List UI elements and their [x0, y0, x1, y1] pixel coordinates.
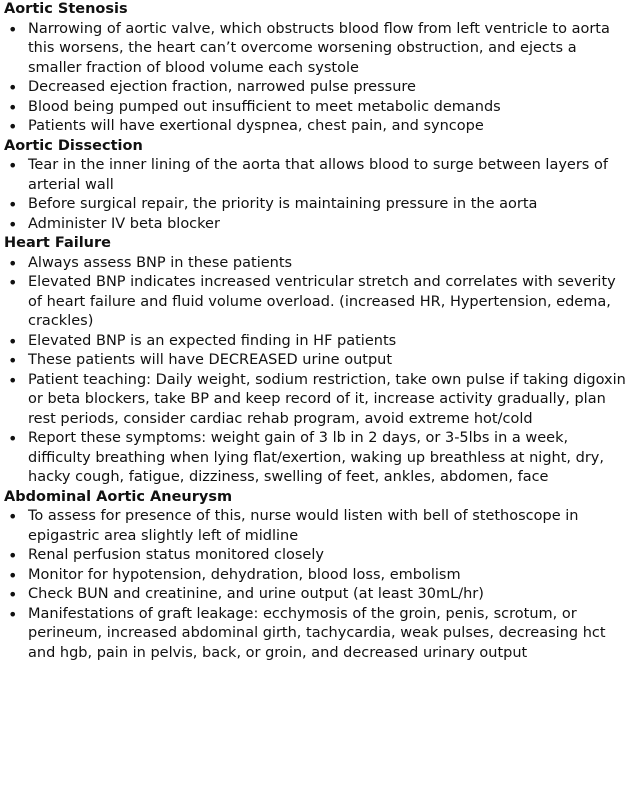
list-item: • Decreased ejection fraction, narrowed pulse pressure [4, 78, 634, 98]
section-aortic-dissection [4, 137, 634, 235]
section-heading: Heart Failure [4, 235, 111, 251]
list-item: • Report these symptoms: weight gain of 3 lb in 2 days, or 3-5lbs in a week, difficulty breathing when lying flat/exertion, waking up breathless at night, dry, hacky cough, fatigue, dizziness, swelling of feet, ankles, abdomen, face [4, 429, 634, 488]
bullet-list [4, 20, 634, 137]
list-item: • Always assess BNP in these patients [4, 254, 634, 274]
section-abdominal-aortic-aneurysm [4, 488, 634, 664]
list-item: • Patients will have exertional dyspnea, chest pain, and syncope [4, 117, 634, 137]
list-item: • Blood being pumped out insufficient to meet metabolic demands [4, 98, 634, 118]
bullet-list [4, 254, 634, 488]
section-heading: Aortic Dissection [4, 137, 143, 154]
list-item: • Monitor for hypotension, dehydration, blood loss, embolism [4, 566, 634, 586]
bullet-list [4, 156, 634, 234]
section-heading: Abdominal Aortic Aneurysm [4, 488, 233, 505]
list-item: • Tear in the inner lining of the aorta that allows blood to surge between layers of arterial wall [4, 156, 634, 195]
section-heading: Aortic Stenosis [4, 1, 128, 17]
section-aortic-stenosis [4, 0, 634, 137]
section-heart-failure [4, 234, 634, 488]
list-item: • Elevated BNP indicates increased ventricular stretch and correlates with severity of heart failure and fluid volume overload. (increased HR, Hypertension, edema, crackles) [4, 273, 634, 332]
list-item: • Renal perfusion status monitored closely [4, 546, 634, 566]
list-item: • To assess for presence of this, nurse would listen with bell of stethoscope in epigastric area slightly left of midline [4, 507, 634, 546]
list-item: • Manifestations of graft leakage: ecchymosis of the groin, penis, scrotum, or perineum, increased abdominal girth, tachycardia, weak pulses, decreasing hct and hgb, pain in pelvis, back, or groin, and decreased urinary output [4, 605, 634, 664]
list-item: • Administer IV beta blocker [4, 215, 634, 235]
list-item: • Elevated BNP is an expected finding in HF patients [4, 332, 634, 352]
list-item: • Check BUN and creatinine, and urine output (at least 30mL/hr) [4, 585, 634, 605]
list-item: • These patients will have DECREASED urine output [4, 351, 634, 371]
list-item: • Before surgical repair, the priority is maintaining pressure in the aorta [4, 195, 634, 215]
list-item: • Patient teaching: Daily weight, sodium restriction, take own pulse if taking digoxin or beta blockers, take BP and keep record of it, increase activity gradually, plan rest periods, consider cardiac rehab program, avoid extreme hot/cold [4, 371, 634, 430]
bullet-list [4, 507, 634, 663]
list-item: • Narrowing of aortic valve, which obstructs blood flow from left ventricle to aorta this worsens, the heart can’t overcome worsening obstruction, and ejects a smaller fraction of blood volume each systole [4, 20, 634, 79]
